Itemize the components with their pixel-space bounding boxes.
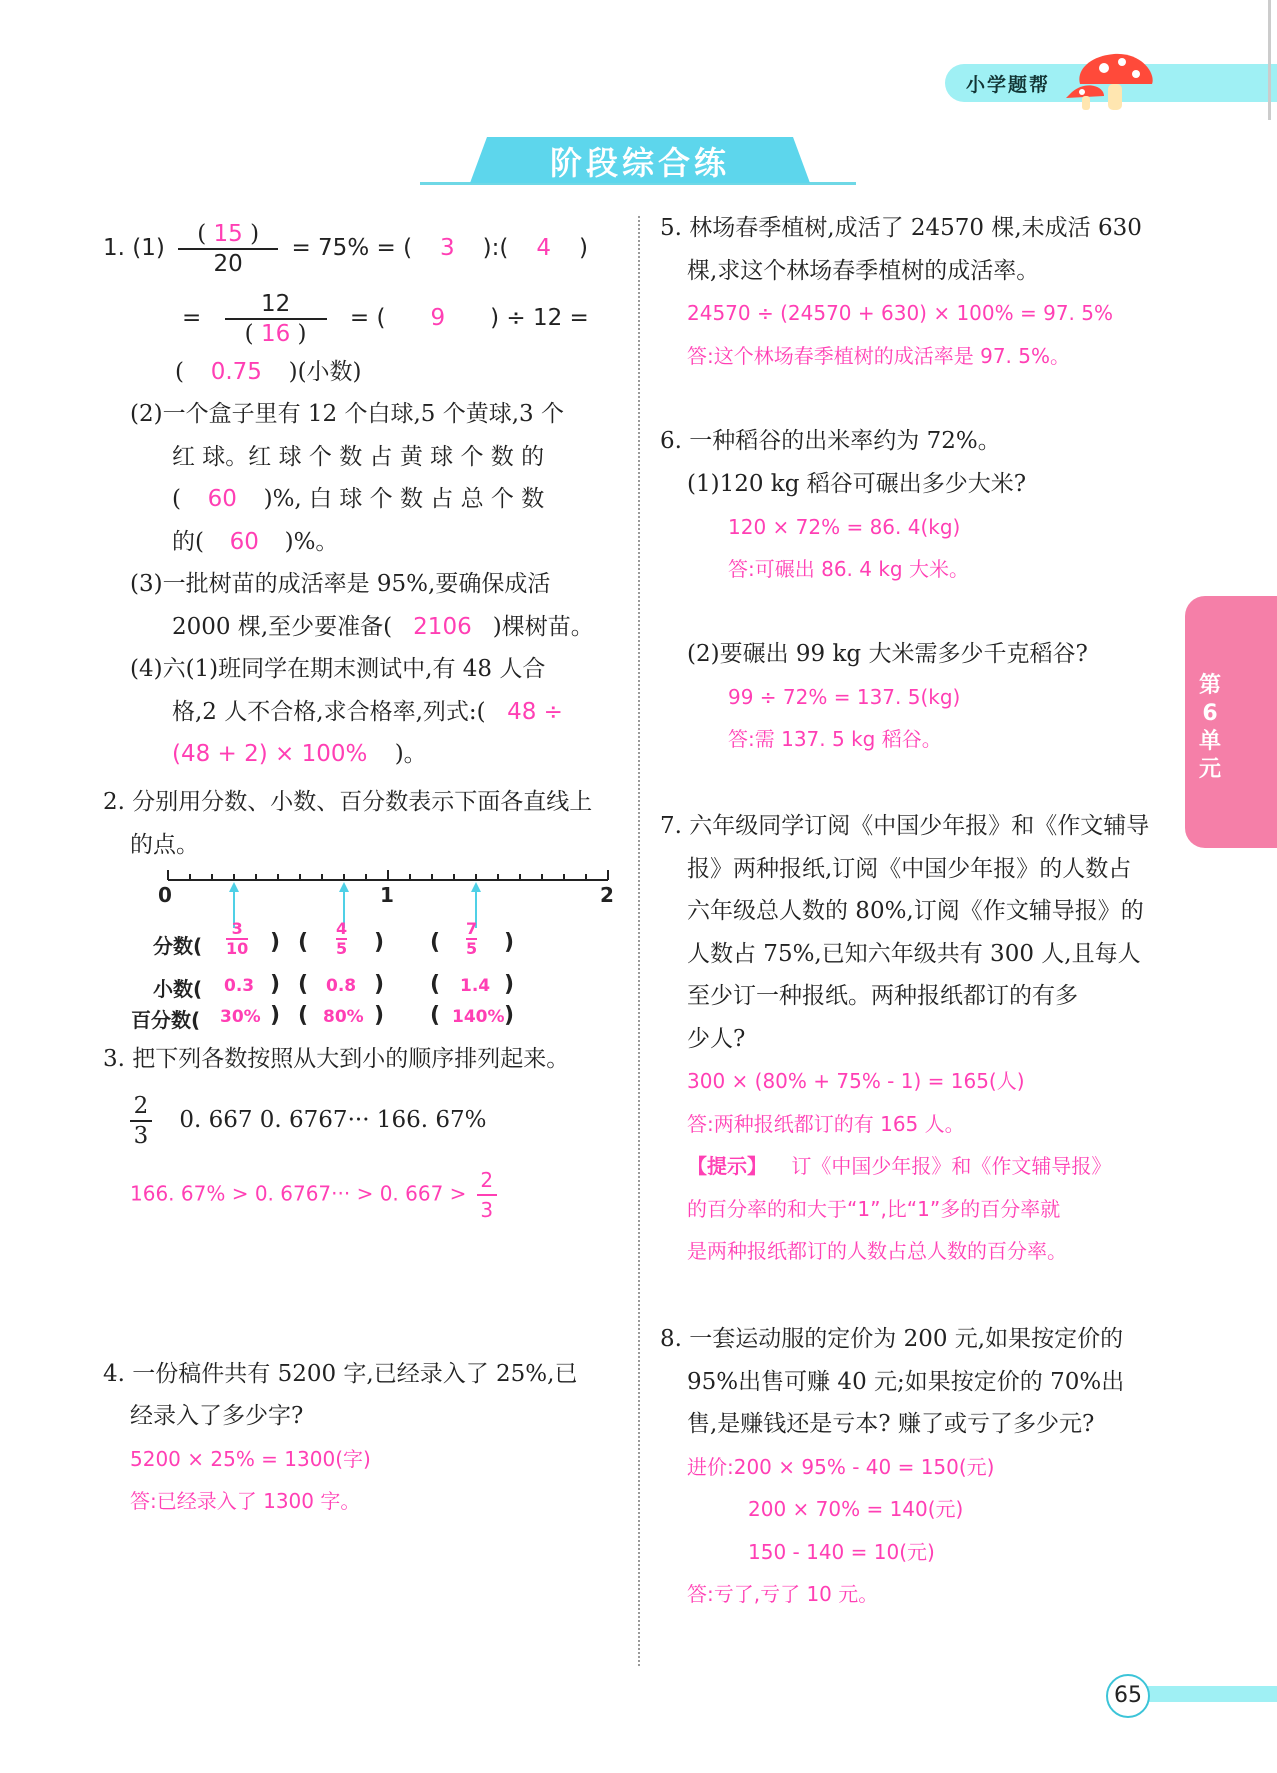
q3-numbers: $\frac{2}{3}$ 0. 667 0. 6767··· 166. 67% — [130, 1092, 486, 1150]
paren-close-5: ) — [374, 972, 385, 997]
q2-line2: 的点。 — [130, 832, 199, 858]
q1-part4-line2: 格,2 人不合格,求合格率,列式:( 48 ÷ — [172, 699, 563, 725]
q1-part4-line3: (48 + 2) × 100% )。 — [172, 741, 427, 767]
axis-label-1: 1 — [380, 883, 394, 907]
paren-close-9: ) — [504, 1003, 515, 1028]
page-edge — [1268, 0, 1271, 120]
q5-answer-2: 答:这个林场春季植树的成活率是 97. 5%。 — [687, 344, 1070, 368]
q1-fraction-1: $\frac{( 15 )}{20}$ — [178, 220, 278, 278]
page-number-band — [1140, 1686, 1277, 1702]
paren-open-5: ( — [298, 972, 309, 997]
q7-line6: 少人? — [687, 1026, 746, 1052]
page-number: 65 — [1106, 1674, 1150, 1718]
decimal-answer-2: 0.8 — [326, 976, 357, 996]
q4-answer-1: 5200 × 25% = 1300(字) — [130, 1447, 371, 1471]
q7-line1: 7. 六年级同学订阅《中国少年报》和《作文辅导 — [660, 813, 1150, 839]
page-title: 阶段综合练 — [549, 144, 730, 182]
q5-answer-1: 24570 ÷ (24570 + 630) × 100% = 97. 5% — [687, 301, 1113, 325]
row-label-percent: 百分数( — [131, 1008, 201, 1032]
paren-close-3: ) — [504, 930, 515, 955]
q4-line2: 经录入了多少字? — [130, 1403, 304, 1429]
axis-label-2: 2 — [600, 883, 614, 907]
mushroom-icon — [1060, 44, 1160, 114]
q8-answer-1: 进价:200 × 95% - 40 = 150(元) — [687, 1455, 995, 1479]
q1-part2-line2: 红 球。红 球 个 数 占 黄 球 个 数 的 — [172, 444, 545, 470]
q1-part2-line4: 的( 60 )%。 — [172, 529, 339, 555]
q3-line1: 3. 把下列各数按照从大到小的顺序排列起来。 — [103, 1046, 570, 1072]
q8-line3: 售,是赚钱还是亏本? 赚了或亏了多少元? — [687, 1411, 1095, 1437]
q6-part1-answer-1: 120 × 72% = 86. 4(kg) — [728, 515, 961, 539]
q7-line3: 六年级总人数的 80%,订阅《作文辅导报》的 — [687, 898, 1144, 924]
paren-open-9: ( — [430, 1003, 441, 1028]
fraction-answer-1: $\frac{3}{10}$ — [226, 919, 249, 958]
q1-part3-line2: 2000 棵,至少要准备( 2106 )棵树苗。 — [172, 614, 594, 640]
q7-answer-1: 300 × (80% + 75% - 1) = 165(人) — [687, 1069, 1025, 1093]
q5-line1: 5. 林场春季植树,成活了 24570 棵,未成活 630 — [660, 215, 1142, 241]
paren-close-8: ) — [374, 1003, 385, 1028]
q4-answer-2: 答:已经录入了 1300 字。 — [130, 1489, 361, 1513]
paren-close-7: ) — [270, 1003, 281, 1028]
q1-part1-line2: = $\frac{12}{( 16 )}$ = ( 9 ) ÷ 12 = — [182, 291, 589, 347]
q1-part2-line1: (2)一个盒子里有 12 个白球,5 个黄球,3 个 — [130, 401, 564, 427]
q6-part2-answer-2: 答:需 137. 5 kg 稻谷。 — [728, 727, 942, 751]
percent-answer-2: 80% — [323, 1007, 364, 1027]
q5-line2: 棵,求这个林场春季植树的成活率。 — [687, 258, 1040, 284]
q1-part3-line1: (3)一批树苗的成活率是 95%,要确保成活 — [130, 571, 551, 597]
paren-close-6: ) — [504, 972, 515, 997]
paren-open-3: ( — [430, 930, 441, 955]
row-label-decimal: 小数( — [153, 977, 203, 1001]
q7-line2: 报》两种报纸,订阅《中国少年报》的人数占 — [687, 856, 1132, 882]
unit-tab-label: 第 6 单 元 — [1198, 673, 1221, 782]
q6-line1: 6. 一种稻谷的出米率约为 72%。 — [660, 428, 1001, 454]
axis-label-0: 0 — [158, 883, 172, 907]
column-divider — [638, 216, 640, 1666]
q1-part2-line3: ( 60 )%, 白 球 个 数 占 总 个 数 — [172, 486, 545, 512]
q8-answer-3: 150 - 140 = 10(元) — [748, 1540, 935, 1564]
fraction-answer-2: $\frac{4}{5}$ — [336, 919, 348, 958]
q6-part1: (1)120 kg 稻谷可碾出多少大米? — [687, 471, 1027, 497]
paren-close-4: ) — [270, 972, 281, 997]
q1-part1-line1: 1. (1) $\frac{( 15 )}{20}$ = 75% = ( 3 ):( 4 ) — [103, 221, 588, 277]
q6-part1-answer-2: 答:可碾出 86. 4 kg 大米。 — [728, 557, 969, 581]
brand-name: 小学题帮 — [966, 74, 1051, 96]
paren-close-1: ) — [270, 930, 281, 955]
q1-fraction-2: $\frac{12}{( 16 )}$ — [225, 290, 327, 348]
q7-answer-2: 答:两种报纸都订的有 165 人。 — [687, 1112, 965, 1136]
q7-line5: 至少订一种报纸。两种报纸都订的有多 — [687, 983, 1078, 1009]
decimal-answer-3: 1.4 — [460, 976, 491, 996]
row-label-fraction: 分数( — [153, 934, 203, 958]
q8-line1: 8. 一套运动服的定价为 200 元,如果按定价的 — [660, 1326, 1124, 1352]
paren-open-8: ( — [298, 1003, 309, 1028]
percent-answer-1: 30% — [220, 1007, 261, 1027]
q2-line1: 2. 分别用分数、小数、百分数表示下面各直线上 — [103, 789, 593, 815]
q8-answer-2: 200 × 70% = 140(元) — [748, 1497, 964, 1521]
q8-answer-4: 答:亏了,亏了 10 元。 — [687, 1582, 879, 1606]
q7-line4: 人数占 75%,已知六年级共有 300 人,且每人 — [687, 941, 1141, 967]
paren-open-2: ( — [298, 930, 309, 955]
q4-line1: 4. 一份稿件共有 5200 字,已经录入了 25%,已 — [103, 1361, 578, 1387]
q6-part2: (2)要碾出 99 kg 大米需多少千克稻谷? — [687, 641, 1088, 667]
q1-part4-line1: (4)六(1)班同学在期末测试中,有 48 人合 — [130, 656, 546, 682]
number-line-ticks — [168, 870, 608, 880]
paren-open-6: ( — [430, 972, 441, 997]
q7-hint-line2: 的百分率的和大于“1”,比“1”多的百分率就 — [687, 1197, 1061, 1221]
q1-part1-line3: ( 0.75 )(小数) — [175, 359, 362, 385]
q8-line2: 95%出售可赚 40 元;如果按定价的 70%出 — [687, 1369, 1125, 1395]
q3-answer: 166. 67% > 0. 6767··· > 0. 667 > $\frac{2}{3}$ — [130, 1166, 497, 1224]
decimal-answer-1: 0.3 — [224, 976, 255, 996]
q7-hint-line3: 是两种报纸都订的人数占总人数的百分率。 — [687, 1239, 1067, 1263]
fraction-answer-3: $\frac{7}{5}$ — [466, 919, 478, 958]
percent-answer-3: 140% — [452, 1007, 505, 1027]
q6-part2-answer-1: 99 ÷ 72% = 137. 5(kg) — [728, 685, 961, 709]
paren-close-2: ) — [374, 930, 385, 955]
hint-label: 【提示】 — [687, 1154, 767, 1178]
q7-hint-line1: 【提示】 订《中国少年报》和《作文辅导报》 — [687, 1154, 1112, 1178]
